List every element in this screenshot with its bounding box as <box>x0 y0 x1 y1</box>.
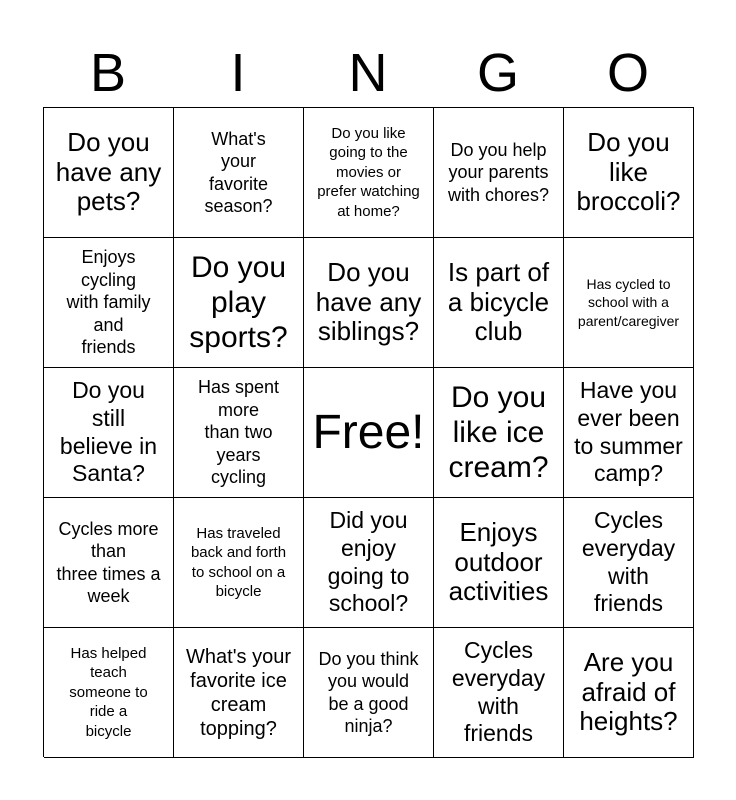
bingo-cell-n1[interactable] <box>304 108 434 238</box>
bingo-cell-b3[interactable] <box>44 368 174 498</box>
bingo-cell-n2[interactable] <box>304 238 434 368</box>
bingo-cell-i1[interactable] <box>174 108 304 238</box>
cell-text: Has helped teach someone to ride a bicycle <box>69 644 148 740</box>
free-space-label: Free! <box>312 405 425 459</box>
bingo-header <box>43 40 693 106</box>
cell-text: Do you like broccoli? <box>576 126 681 217</box>
cell-text: Has cycled to school with a parent/caregiver <box>577 276 680 329</box>
cell-text: Do you have any pets? <box>55 126 162 217</box>
cell-text: What's your favorite season? <box>204 128 273 216</box>
header-letter-i: I <box>230 43 246 103</box>
bingo-cell-n5[interactable] <box>304 628 434 758</box>
bingo-cell-b4[interactable] <box>44 498 174 628</box>
bingo-cell-o4[interactable] <box>564 498 694 628</box>
cell-text: What's your favorite ice cream topping? <box>186 645 291 740</box>
bingo-cell-o1[interactable] <box>564 108 694 238</box>
cell-text: Enjoys outdoor activities <box>448 516 549 607</box>
cell-text: Do you still believe in Santa? <box>59 377 158 487</box>
bingo-cell-free[interactable] <box>304 368 434 498</box>
bingo-board <box>43 107 694 757</box>
bingo-cell-o2[interactable] <box>564 238 694 368</box>
cell-text: Has spent more than two years cycling <box>197 377 280 488</box>
bingo-cell-i4[interactable] <box>174 498 304 628</box>
bingo-cell-g5[interactable] <box>434 628 564 758</box>
bingo-cell-g2[interactable] <box>434 238 564 368</box>
cell-text: Do you think you would be a good ninja? <box>318 648 419 736</box>
cell-text: Have you ever been to summer camp? <box>574 377 683 487</box>
bingo-cell-b5[interactable] <box>44 628 174 758</box>
bingo-cell-g4[interactable] <box>434 498 564 628</box>
cell-text: Do you have any siblings? <box>315 256 422 347</box>
cell-text: Do you help your parents with chores? <box>447 139 550 205</box>
cell-text: Are you afraid of heights? <box>579 646 678 737</box>
cell-text: Enjoys cycling with family and friends <box>66 247 151 358</box>
cell-text: Cycles more than three times a week <box>56 518 161 606</box>
cell-text: Do you play sports? <box>189 250 288 355</box>
cell-text: Do you like going to the movies or prefer watching at home? <box>317 124 420 220</box>
bingo-cell-i2[interactable] <box>174 238 304 368</box>
cell-text: Do you like ice cream? <box>448 380 549 485</box>
bingo-cell-b2[interactable] <box>44 238 174 368</box>
bingo-cell-b1[interactable] <box>44 108 174 238</box>
header-letter-o: O <box>606 43 649 103</box>
header-letter-n: N <box>348 43 388 103</box>
header-letter-b: B <box>89 43 127 103</box>
bingo-cell-g1[interactable] <box>434 108 564 238</box>
cell-text: Cycles everyday with friends <box>451 637 546 747</box>
bingo-cell-g3[interactable] <box>434 368 564 498</box>
cell-text: Did you enjoy going to school? <box>327 507 410 617</box>
bingo-cell-o5[interactable] <box>564 628 694 758</box>
bingo-cell-o3[interactable] <box>564 368 694 498</box>
cell-text: Is part of a bicycle club <box>447 256 550 347</box>
bingo-cell-i5[interactable] <box>174 628 304 758</box>
cell-text: Has traveled back and forth to school on a bicycle <box>190 524 287 600</box>
bingo-cell-i3[interactable] <box>174 368 304 498</box>
cell-text: Cycles everyday with friends <box>581 507 676 617</box>
bingo-cell-n4[interactable] <box>304 498 434 628</box>
header-letter-g: G <box>476 43 519 103</box>
